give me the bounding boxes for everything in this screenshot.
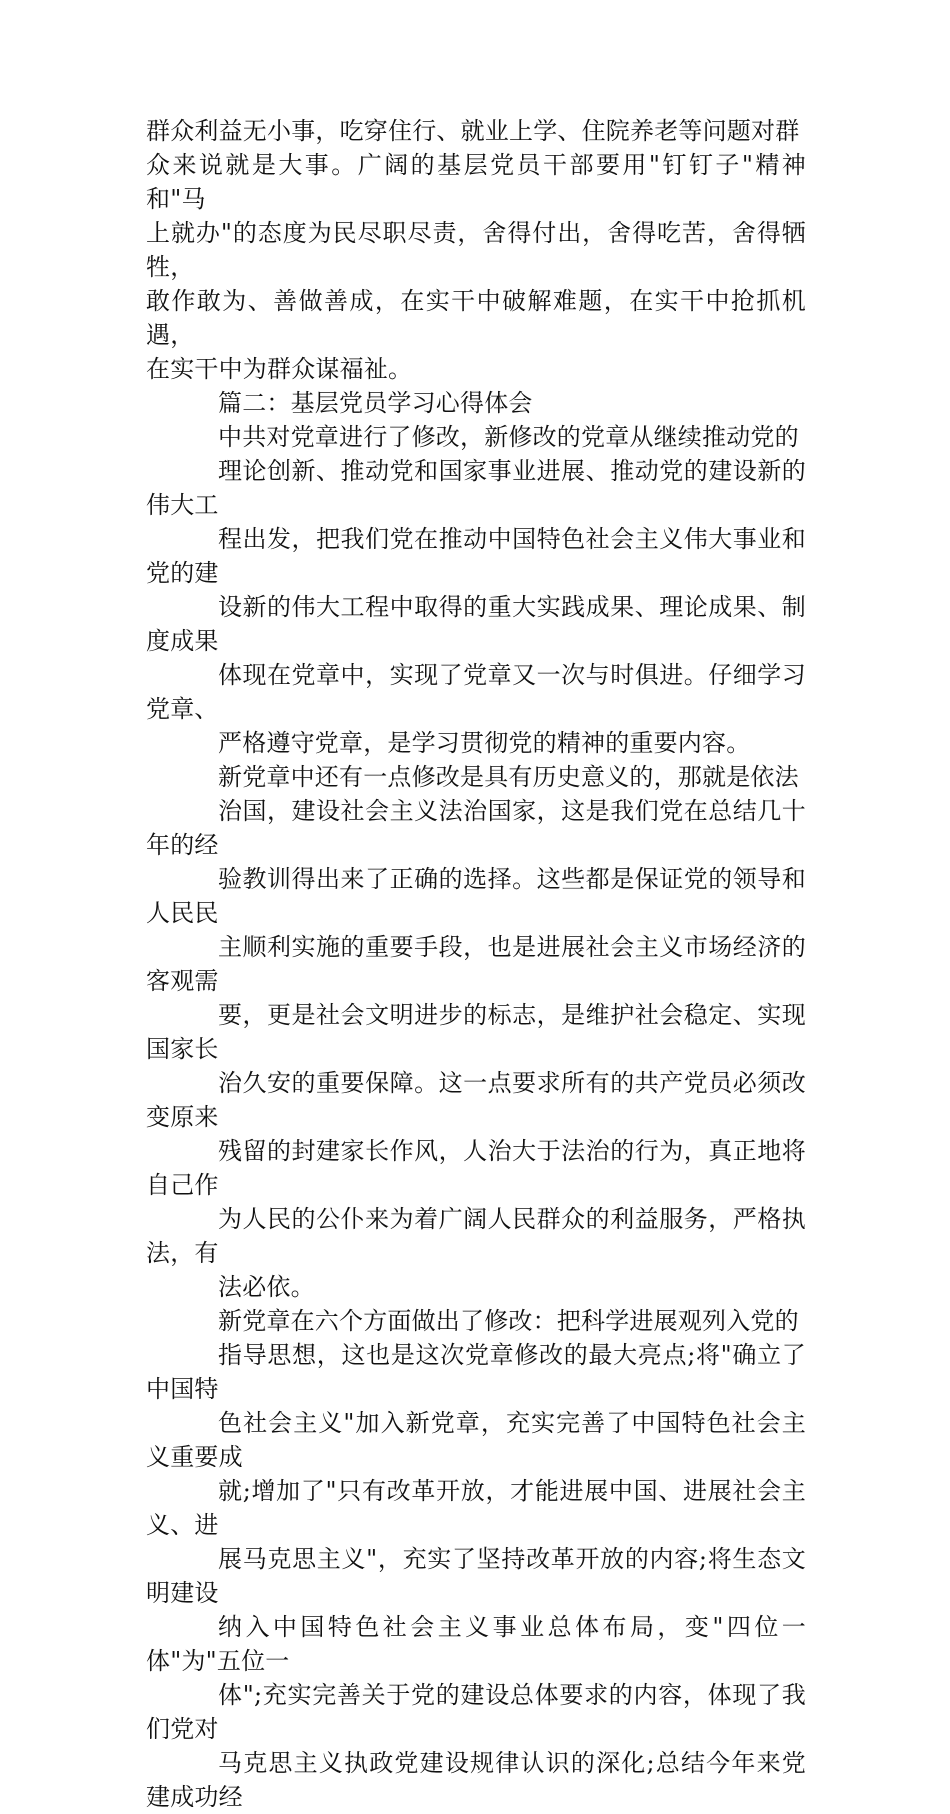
paragraph — [146, 760, 806, 1304]
text-line: 治久安的重要保障。这一点要求所有的共产党员必须改变原来 — [146, 1069, 806, 1131]
text-line: 验教训得出来了正确的选择。这些都是保证党的领导和人民民 — [146, 865, 806, 927]
text-line: 群众利益无小事，吃穿住行、就业上学、住院养老等问题对群 — [146, 117, 800, 145]
text-line: 新党章在六个方面做出了修改：把科学进展观列入党的 — [218, 1307, 799, 1335]
text-line: 要，更是社会文明进步的标志，是维护社会稳定、实现国家长 — [146, 1001, 806, 1063]
text-line: 主顺利实施的重要手段，也是进展社会主义市场经济的客观需 — [146, 933, 806, 995]
text-line: 马克思主义执政党建设规律认识的深化;总结今年来党建成功经 — [146, 1749, 806, 1811]
paragraph — [146, 420, 806, 760]
text-line: 治国，建设社会主义法治国家，这是我们党在总结几十年的经 — [146, 797, 806, 859]
text-line: 理论创新、推动党和国家事业进展、推动党的建设新的伟大工 — [146, 457, 806, 519]
text-line: 敢作敢为、善做善成，在实干中破解难题，在实干中抢抓机遇， — [146, 287, 806, 349]
text-line: 中共对党章进行了修改，新修改的党章从继续推动党的 — [218, 423, 799, 451]
text-line: 残留的封建家长作风，人治大于法治的行为，真正地将自己作 — [146, 1137, 806, 1199]
text-line: 新党章中还有一点修改是具有历史意义的，那就是依法 — [218, 763, 799, 791]
text-line: 展马克思主义"，充实了坚持改革开放的内容;将生态文明建设 — [146, 1545, 806, 1607]
text-line: 众来说就是大事。广阔的基层党员干部要用"钉钉子"精神和"马 — [146, 151, 806, 213]
text-line: 为人民的公仆来为着广阔人民群众的利益服务，严格执法，有 — [146, 1205, 806, 1267]
paragraph — [146, 114, 806, 386]
text-line: 严格遵守党章，是学习贯彻党的精神的重要内容。 — [218, 729, 751, 757]
text-line: 色社会主义"加入新党章，充实完善了中国特色社会主义重要成 — [146, 1409, 806, 1471]
paragraph — [146, 1304, 806, 1814]
text-line: 篇二：基层党员学习心得体会 — [218, 389, 533, 417]
text-line: 在实干中为群众谋福祉。 — [146, 355, 413, 383]
document-body — [146, 114, 806, 1814]
text-line: 体";充实完善关于党的建设总体要求的内容，体现了我们党对 — [146, 1681, 806, 1743]
text-line: 指导思想，这也是这次党章修改的最大亮点;将"确立了中国特 — [146, 1341, 806, 1403]
text-line: 上就办"的态度为民尽职尽责，舍得付出，舍得吃苦，舍得牺牲， — [146, 219, 806, 281]
text-line: 就;增加了"只有改革开放，才能进展中国、进展社会主义、进 — [146, 1477, 806, 1539]
text-line: 法必依。 — [218, 1273, 315, 1301]
text-line: 体现在党章中，实现了党章又一次与时俱进。仔细学习党章、 — [146, 661, 806, 723]
section-heading — [146, 386, 806, 420]
text-line: 程出发，把我们党在推动中国特色社会主义伟大事业和党的建 — [146, 525, 806, 587]
text-line: 纳入中国特色社会主义事业总体布局，变"四位一体"为"五位一 — [146, 1613, 806, 1675]
text-line: 设新的伟大工程中取得的重大实践成果、理论成果、制度成果 — [146, 593, 806, 655]
